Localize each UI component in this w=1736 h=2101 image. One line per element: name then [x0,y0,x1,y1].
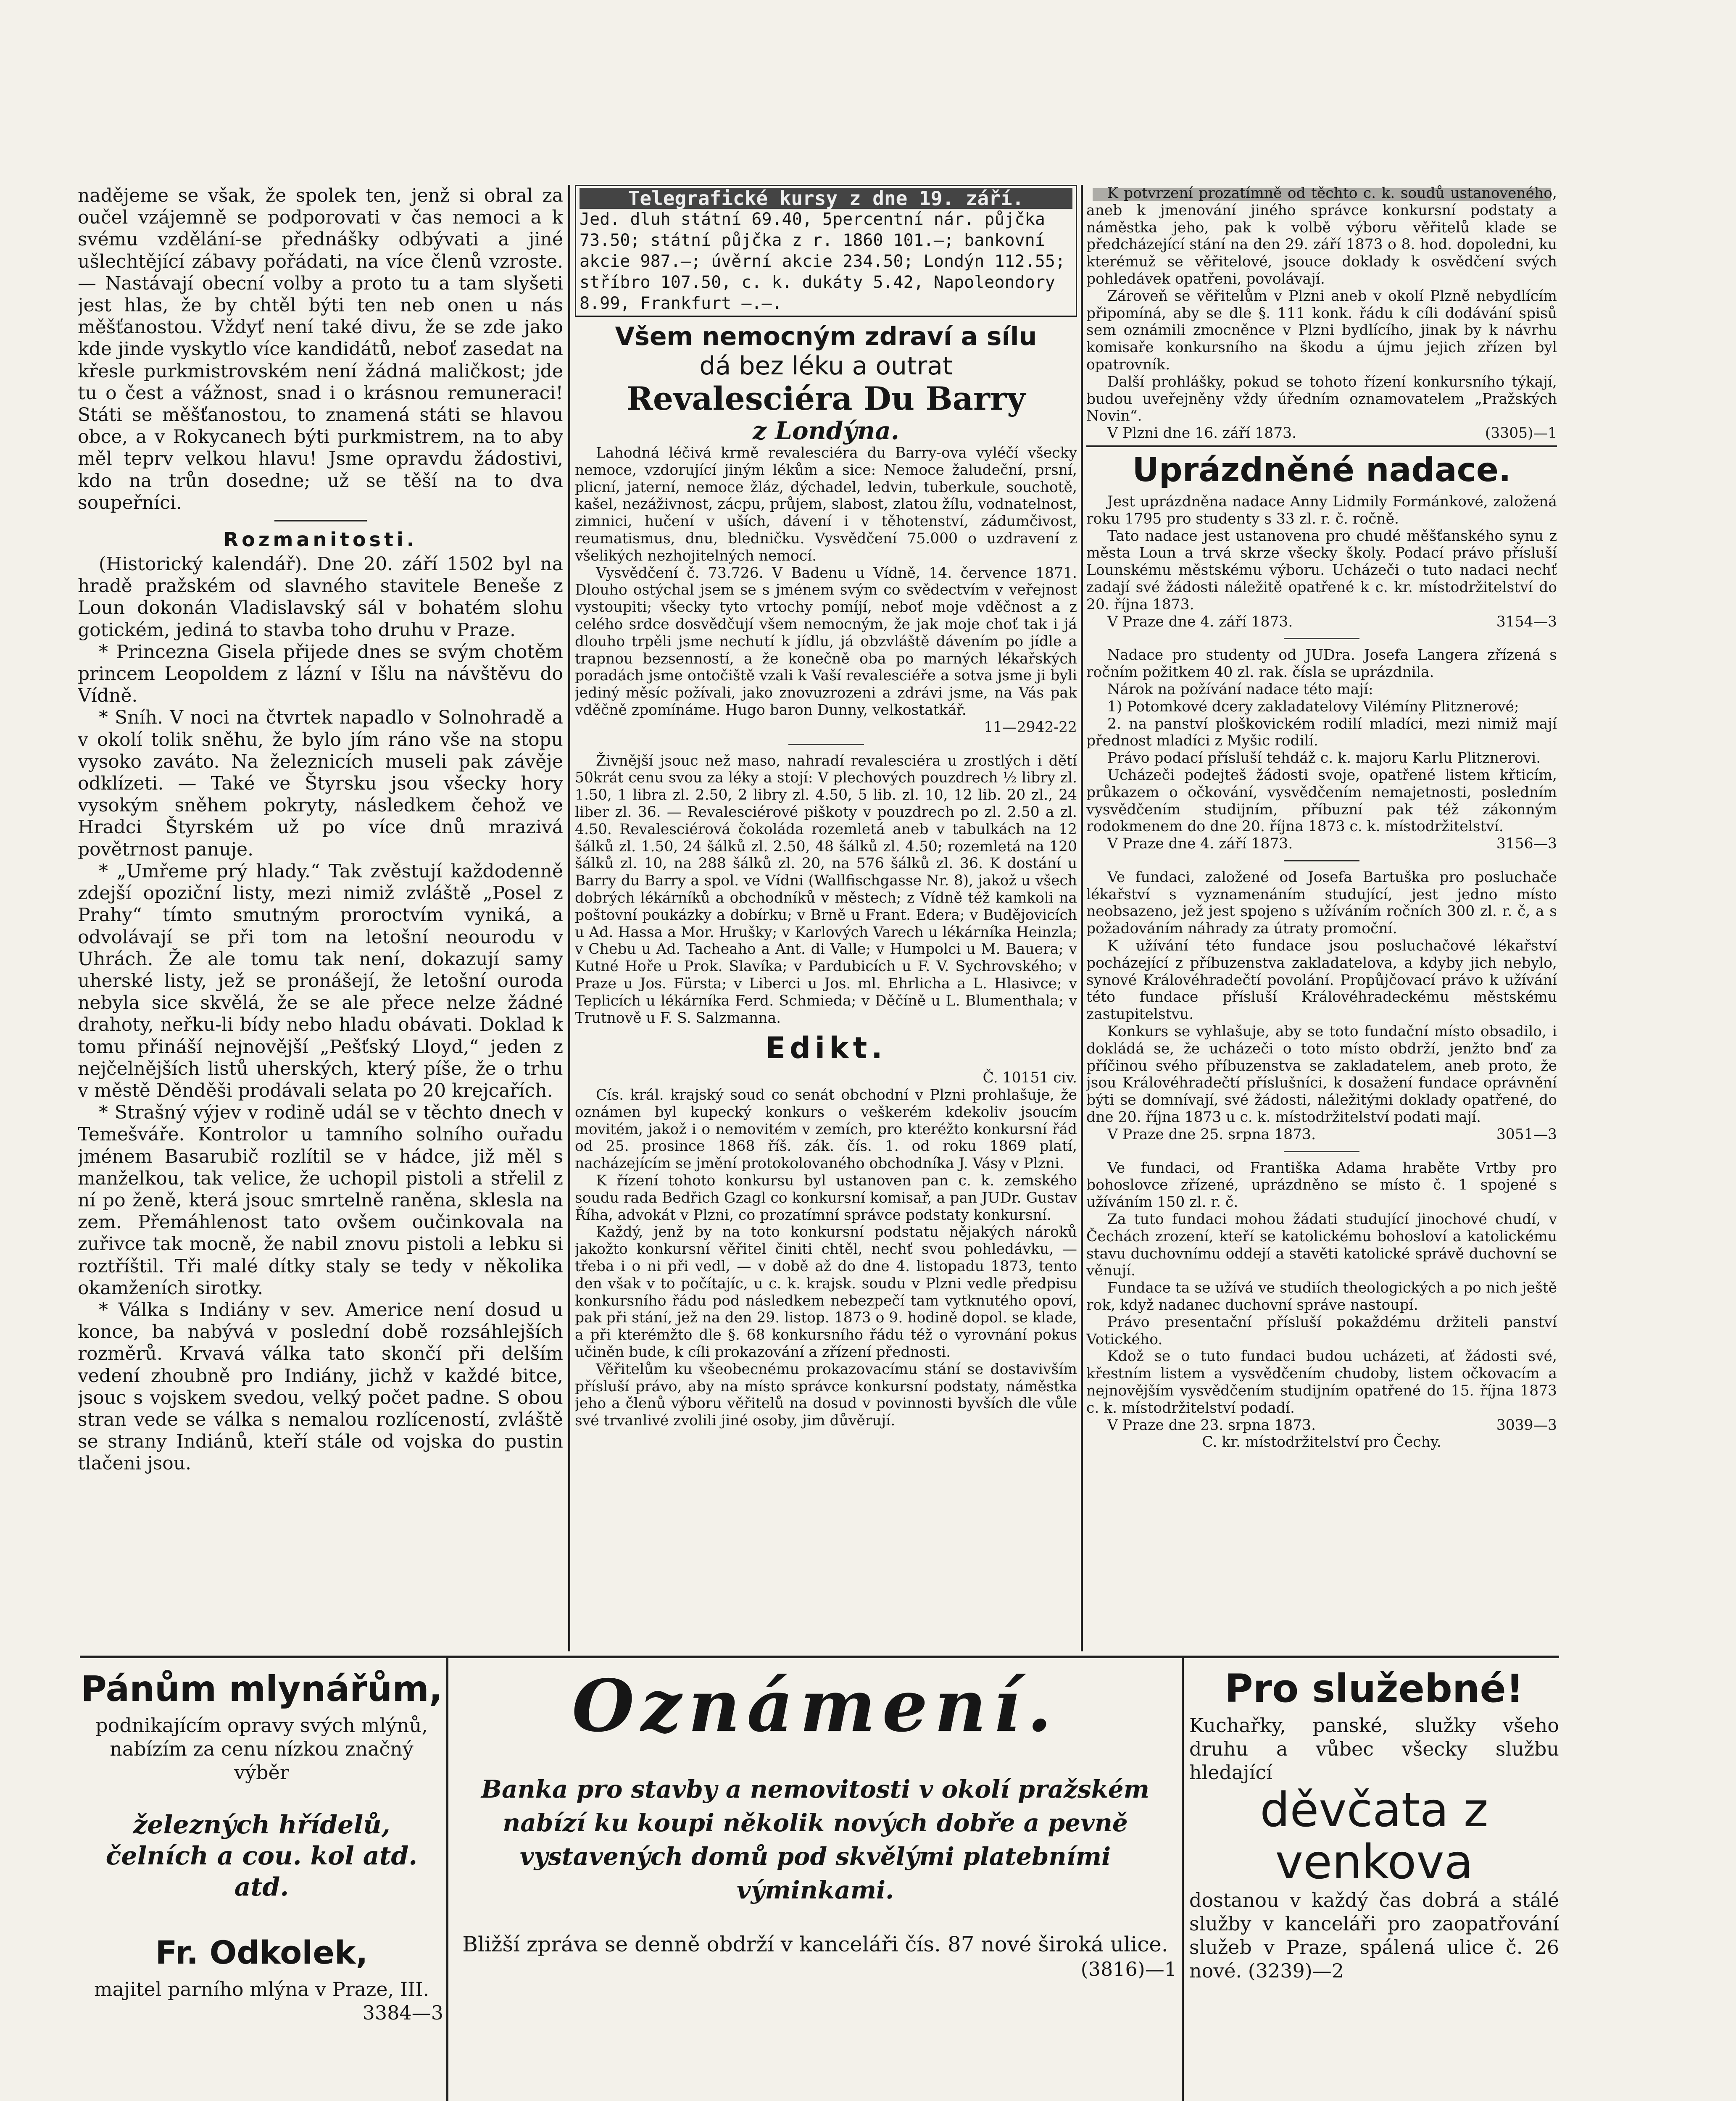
ad-number: 3384—3 [362,2001,443,2024]
section-heading: Uprázdněné nadace. [1132,451,1511,489]
section-divider [1284,638,1359,639]
ads-top-rule [80,1656,1559,1658]
ad-title: Pro služebné! [1225,1666,1524,1711]
section-divider [1284,860,1359,861]
section-divider [1086,445,1557,447]
ad-mill-parts [80,1664,443,2101]
article-paragraph: nadějeme se však, že spolek ten, jenž si obral za oučel vzájemně se podporovati v čas nemoci a k svému vzdělání-se přednášky odbývati a jiné ušlechtějící zábavy pořádati, na více členů vzroste. — Nastávají obecní volby a proto tu a tam slyšeti jest hlas, že by chtěl býti ten neb onen u nás měšťanostou. Vždyť není také divu, že se zde jako kde jinde vyskytlo více kandidátů, neboť zasedat na křesle purkmistrovském není žádná maličkost; jde tu o čest a vážnost, snad i o krásnou remuneraci! Státi se měšťanostou, to znamená státi se hlavou obce, a v Rokycanech býti purkmistrem, na to aby měl teprv velkou hlavu! Jsme opravdu žádostivi, kdo na trůn dosedne; už se těší na to dva soupeřníci. [78,185,563,513]
notice-signature-row [1086,613,1557,631]
column-rule [1081,185,1083,1651]
telegraph-body: Jed. dluh státní 69.40, 5percentní nár. půjčka 73.50; státní půjčka z r. 1860 101.—; bankovní akcie 987.—; úvěrní akcie 234.50; Londýn 112.55; stříbro 107.50, c. k. dukáty 5.42, Napoleondory 8.99, Frankfurt —.—. [580,210,1065,313]
ad-testimonial: Vysvědčení č. 73.726. V Badenu u Vídně, 14. července 1871. Dlouho ostýchal jsem se s jménem svým co svědectvím v veřejnost vystoupiti; všecky tyto vrtochy pomíjí, neboť moje vděčnost a z celého srdce dosvědčují všem nemocným, že jak moje choť tak i já dlouho trpěli jsme nechutí k jídlu, já obzvláště dávením po jídle a trapnou bezsenností, a že konečně oba po marných lékařských poradách jsme ontočiště vzali k Vaší revalesciéře a sotva jsme ji byli jediný měsíc požívali, jako znovuzrozeni a zdrávi jsme, na Vás pak vděčně zpomínáme. Hugo baron Dunny, velkostatkář. [575,564,1077,719]
column-rule [1182,1658,1184,2101]
notice-paragraph: K užívání této fundace jsou posluchačové lékařství pocházející z příbuzenstva zakladatelova, a kdyby jich nebylo, synové Královéhradečtí povolání. Propůjčovací právo k užívání této fundace přísluší Královéhradeckému městskému zastupitelstvu. [1086,937,1557,1023]
article-paragraph: * Strašný výjev v rodině udál se v těchto dnech v Temešváře. Kontrolor u tamního solního ouřadu jménem Basarubič rozlítil se v hádce, již měl s manželkou, tak velice, že uchopil pistoli a střelil z ní po ženě, která jsouc smrtelně raněna, sklesla na zem. Přemáhlenost tato ovšem oučinkovala na zuřivce tak mocně, že nabil znovu pistoli a lebku si roztříštil. Tři malé dítky staly se tedy v několika okamženích sirotky. [78,1102,563,1299]
ad-headline: Všem nemocným zdraví a sílu [615,322,1037,351]
ad-text: Kuchařky, panské, služky všeho druhu a vůbec všecky službu hledající [1189,1714,1559,1784]
notice-signature-row [1086,1126,1557,1143]
edikt-number: Č. 10151 civ. [983,1069,1077,1087]
notice-paragraph: Nárok na požívání nadace této mají: [1107,681,1373,698]
telegraph-title: Telegrafické kursy z dne 19. září. [580,188,1072,209]
notice-paragraph: Zároveň se věřitelům v Plzni aneb v okolí Plzně nebydlícím připomíná, aby se dle §. 111 konk. řádu k cíli dodávání spisů sem oznámili zmocněnce v Plzni bydlícího, jinak by k návrhu komisaře konkursního na škodu a újmu jejich zřízen byl opatrovník. [1086,287,1557,373]
article-paragraph: * Válka s Indiány v sev. Americe není dosud u konce, ba nabývá v poslední době rozsáhlejších rozměrů. Krvavá válka tato skončí při delším vedení zhoubně pro Indiány, jichž v každé bitce, jsouc s vojskem svedou, velký počet padne. S obou stran vede se válka s nemalou rozlíceností, zvláště se strany Indiánů, kteří stále od vojska do pustin tlačeni jsou. [78,1299,563,1474]
notice-paragraph: Kdož se o tuto fundaci budou ucházeti, ať žádosti své, křestním listem a vysvědčením chudoby, listem očkovacím a nejnovějším vysvědčením studijním opatřené do 15. října 1873 c. k. místodržitelství podadí. [1086,1348,1557,1416]
notice-paragraph: Ve fundaci, od Františka Adama hraběte Vrtby pro bohoslovce zřízené, uprázdněno se místo č. 1 spojené s užíváním 150 zl. r. č. [1086,1159,1557,1211]
notice-signature-row [1086,425,1557,442]
ad-paragraph: Lahodná léčivá krmě revalesciéra du Barry-ova vyléčí všecky nemoce, vzdorující jiným lékům a sice: Nemoce žaludeční, prsní, plicní, jaterní, nemoce žláz, dýchadel, ledvin, tuberkule, souchotě, kašel, nezáživnost, zácpu, průjem, slabost, zlatou žílu, vodnatelnost, zimnici, hučení v uších, dávení i v těhotenství, zádumčivost, reumatismus, dnu, bledničku. Vysvědčení 75.000 o uzdravení z všelikých nezhojitelných nemocí. [575,445,1077,564]
notice-number: (3305)—1 [1485,425,1557,442]
ad-big-text: děvčata z venkova [1260,1783,1488,1890]
notice-signature-row [1086,835,1557,853]
ad-name: Fr. Odkolek, [155,1934,368,1971]
ad-title: Oznámení. [572,1664,1059,1748]
ad-text-bold: železných hřídelů, čelních a cou. kol atd. atd. [105,1810,418,1902]
notice-paragraph: Nadace pro studenty od JUDra. Josefa Langera zřízená s ročním požitkem 40 zl. rak. čísla se uprázdnila. [1086,647,1557,681]
article-paragraph: (Historický kalendář). Dne 20. září 1502 byl na hradě pražském od slavného stavitele Beneše z Loun dokonán Vladislavský sál v bohatém slohu gotickém, jediná to stavba toho druhu v Praze. [78,553,563,641]
notice-paragraph: Právo presentační přísluší pokaždému držiteli panství Votického. [1086,1314,1557,1348]
notice-number: 3154—3 [1496,613,1557,630]
notice-paragraph: Další prohlášky, pokud se tohoto řízení konkursního týkají, budou uveřejněny vždy úředním oznamovatelem „Pražských Novin“. [1086,373,1557,425]
notice-date: V Praze dne 4. září 1873. [1107,613,1293,630]
edikt-paragraph: Každý, jenž by na toto konkursní podstatu nějakých nároků jakožto konkursní věřitel činiti chtěl, nechť svou pohledávku, — třeba i o ni při vedl, — v době až do dne 4. listopadu 1873, tento den však v to počítajíc, u c. k. krajsk. soudu v Plzni vedle předpisu konkursního řádu pod následkem nebezpečí tam vytknutého opoví, pak při stání, jež na den 29. listop. 1873 o 9. hodině dopol. se klade, a při kterémžto dle §. 68 konkursního řádu též o vyrovnání pokus učiněn bude, k cíli prokazování a zřízení přednosti. [575,1224,1077,1361]
notice-date: V Praze dne 23. srpna 1873. [1107,1416,1316,1434]
notice-paragraph: Ve fundaci, založené od Josefa Bartuška pro posluchače lékařství s vyznamenáním studující, jest jedno místo neobsazeno, jež jest spojeno s užíváním ročních 300 zl. r. č, a s požadováním náhrady za útraty promoční. [1086,869,1557,937]
ad-number: (3816)—1 [1080,1958,1177,1980]
article-paragraph: * „Umřeme prý hlady.“ Tak zvěstují každodenně zdejší opoziční listy, mezi nimiž zvláště „Posel z Prahy“ tímto smutným proroctvím vyniká, a odvolávají se při tom na letošní neourodu v Uhrách. Že ale tomu tak není, dokazují samy uherské listy, jež se pronášejí, že letošní ouroda nebyla sice skvělá, že se ale přece nelze žádné drahoty, neřku-li bídy nebo hladu obávati. Doklad k tomu přináší nejnovější „Pešťský Lloyd,“ jeden z nejčelnějších listů uherských, který píše, že o trhu v městě Děnděši prodávali selata po 20 krejcařích. [78,860,563,1101]
notice-paragraph: Ucházeči podejteš žádosti svoje, opatřené listem křticím, průkazem o očkování, vysvědčením nemajetnosti, posledním vysvědčením studijním, příbuzní pak též zákonným rodokmenem do dne 20. října 1873 c. k. místodržitelství. [1086,766,1557,835]
notice-paragraph: 1) Potomkové dcery zakladatelovy Vilémíny Plitznerové; [1107,698,1519,715]
ad-servants [1189,1664,1559,2101]
notice-paragraph: Konkurs se vyhlašuje, aby se toto fundační místo obsadilo, i dokládá se, že ucházeči o toto místo obdrží, jenžto bnď za příčinou svého příbuzenstva se zakladatelem, aneb proto, že jsou Královéhradečtí příslušníci, k dosažení fundace oprávnění býti se domnívají, své žádosti, náležitými doklady opatřené, do dne 20. října 1873 u c. k. místodržitelství podati mají. [1086,1023,1557,1126]
edikt-paragraph: Cís. král. krajský soud co senát obchodní v Plzni prohlašuje, že oznámen byl kupecký konkurs o veškerém kdekoliv jsoucím movitém, jakož i o nemovitém v zemích, pro kteréžto konkursní řád od 25. prosince 1868 říš. zák. čís. 1. od roku 1869 platí, nacházejícím se jmění protokolovaného obchodníka J. Vásy v Plzni. [575,1087,1077,1172]
section-divider [788,744,864,745]
section-heading: Rozmanitosti. [223,528,418,551]
notice-paragraph: 2. na panství ploškovickém rodilí mladíci, mezi nimiž mají přednost mladíci z Myšic rodilí. [1086,715,1557,750]
ad-text: podnikajícím opravy svých mlýnů, nabízím za cenu nízkou značný výběr [95,1714,428,1784]
ad-origin: z Londýna. [753,416,899,445]
notice-date: V Plzni dne 16. září 1873. [1107,425,1297,442]
notice-number: 3039—3 [1496,1416,1557,1434]
ad-subheadline: dá bez léku a outrat [699,351,953,381]
notice-date: V Praze dne 4. září 1873. [1107,835,1293,853]
section-divider [274,520,367,521]
ad-text: Bližší zpráva se denně obdrží v kanceláři čís. 87 nové široká ulice. [462,1932,1168,1956]
column-right [1086,185,1557,1651]
notice-paragraph: Za tuto fundaci mohou žádati studující jinochové chudí, v Čechách zrození, kteří se katolickému bohosloví a katolickému stavu duchovnímu oddejí a stavěti katolické správě duchovní se věnují. [1086,1211,1557,1280]
ad-text: majitel parního mlýna v Praze, III. [94,1978,429,2001]
ad-prices: Živnější jsouc než maso, nahradí revalesciéra u zrostlých i dětí 50krát cenu svou za léky a stojí: V plechových pouzdrech ½ libry zl. 1.50, 1 libra zl. 2.50, 2 libry zl. 4.50, 5 lib. zl. 10, 12 lib. 20 zl., 24 liber zl. 36. — Revalesciérové piškoty v pouzdrech po zl. 2.50 a zl. 4.50. Revalesciérová čokoláda rozemletá aneb v tabulkách na 12 šálků zl. 1.50, 24 šálků zl. 2.50, 48 šálků zl. 4.50; rozemletá na 120 šálků zl. 10, na 288 šálků zl. 20, na 576 šálků zl. 36. K dostání u Barry du Barry a spol. ve Vídni (Wallfischgasse Nr. 8), jakož u všech dobrých lékárníků a obchodníků v městech; z Vídně též kamkoli na poštovní poukázky a dobírku; v Brně u Frant. Edera; v Budějovicích u Ad. Hassa a Mor. Hrušky; v Karlových Varech u lékárníka Heinzla; v Chebu u Ad. Tacheaho a Ant. di Valle; v Humpolci u M. Bauera; v Kutné Hoře u Prok. Slavíka; v Pardubicích u F. V. Sychrovského; v Praze u Jos. Fürsta; v Liberci u Jos. ml. Ehrlicha a L. Hlasivce; v Teplicích u lékárníka Ferd. Schmieda; v Děčíně u L. Blumenthala; v Trutnově u F. S. Salzmanna. [575,752,1077,1027]
telegraph-rates-box [575,185,1077,317]
ad-number: 11—2942-22 [984,719,1077,736]
notice-paragraph: Jest uprázdněna nadace Anny Lidmily Formánkové, založená roku 1795 pro studenty s 33 zl. r. č. ročně. [1086,493,1557,527]
notice-number: 3051—3 [1496,1126,1557,1143]
notice-date: V Praze dne 25. srpna 1873. [1107,1126,1316,1143]
article-paragraph: * Sníh. V noci na čtvrtek napadlo v Solnohradě a v okolí tolik sněhu, že bylo jím ráno vše na stopu vysoko zaváto. Na železnicích museli pak závěje odklízeti. — Také ve Štyrsku jsou všecky hory vysokým sněhem pokryty, následkem čehož ve Hradci Štyrském už po více dnů mrazivá povětrnost panuje. [78,707,563,860]
notice-paragraph: Fundace ta se užívá ve studiích theologických a po nich ještě rok, když nadanec duchovní správe nastoupí. [1086,1280,1557,1314]
ad-text: Banka pro stavby a nemovitosti v okolí pražském nabízí ku koupi několik nových dobře a pevně vystavených domů pod skvělými platebními výminkami. [481,1775,1150,1904]
notice-paragraph: K potvrzení prozatímně od těchto c. k. soudů ustanoveného, aneb k jmenování jiného správce konkursní podstaty a náměstka jeho, pak k volbě výboru věřitelů klade se předcházející stání na den 29. září 1873 o 8. hod. dopoledni, ku kterémuž se věřitelové, jsouce doklady k osvědčení svých pohledávek opatřeni, povolávají. [1086,185,1557,287]
notice-paragraph: Právo podací přísluší tehdáž c. k. majoru Karlu Plitznerovi. [1107,750,1541,767]
ad-announcement [454,1664,1177,2101]
ad-title: Pánům mlynářům, [81,1668,443,1709]
ad-text: dostanou v každý čas dobrá a stálé služby v kanceláři pro zaopatřování služeb v Praze, spálená ulice č. 26 nové. (3239)—2 [1189,1889,1559,1982]
notice-paragraph: Tato nadace jest ustanovena pro chudé měšťanského synu z města Loun a trvá skrze všecky školy. Podací právo přísluší Lounskému městskému výboru. Ucházeči o tuto nadaci nechť zadají své žádosti náležitě opatřené k c. kr. místodržitelství do 20. října 1873. [1086,527,1557,613]
article-paragraph: * Princezna Gisela přijede dnes se svým chotěm princem Leopoldem z lázní v Išlu na návštěvu do Vídně. [78,641,563,707]
edikt-title: Edikt. [765,1031,887,1066]
notice-signature-row [1086,1417,1557,1434]
ad-product-name: Revalesciéra Du Barry [626,380,1026,417]
column-rule [568,185,570,1651]
notice-number: 3156—3 [1496,835,1557,853]
notice-authority: C. kr. místodržitelství pro Čechy. [1202,1434,1441,1451]
edikt-paragraph: K řízení tohoto konkursu byl ustanoven pan c. k. zemského soudu rada Bedřich Gzagl co konkursní komisař, a pan JUDr. Gustav Říha, advokát v Plzni, co prozatímní správce podstaty konkursní. [575,1172,1077,1224]
column-rule [446,1658,448,2101]
edikt-paragraph: Věřitelům ku všeobecnému prokazovacímu stání se dostavivším přísluší právo, aby na místo správce konkursní podstaty, náměstka jeho a členů výboru věřitelů na dosud v povinnosti byvších dle vůle své trvanlivé zvolili jiné osoby, jim důvěrují. [575,1361,1077,1430]
column-left [78,185,563,1651]
section-divider [1284,1151,1359,1152]
column-center [575,185,1077,1651]
